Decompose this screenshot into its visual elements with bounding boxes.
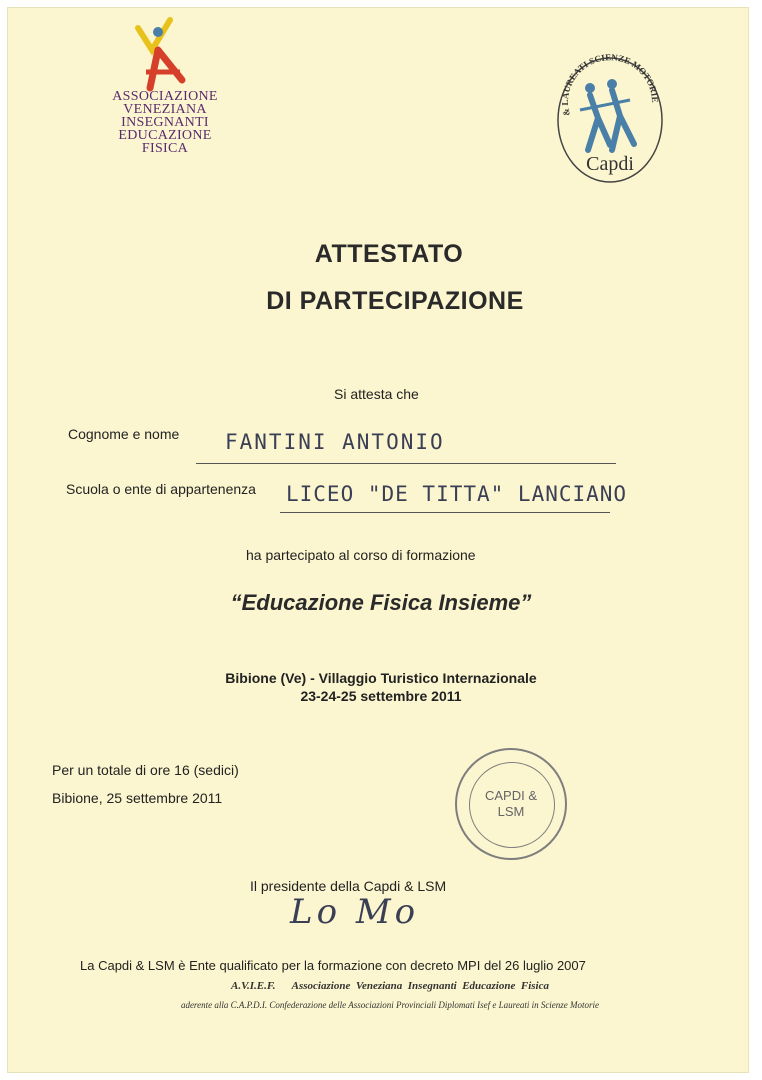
hours-text: Per un totale di ore 16 (sedici): [52, 762, 239, 778]
capdi-emblem-icon: [550, 40, 670, 190]
intro-text: Si attesta che: [334, 386, 419, 402]
aviaef-logo-text: [90, 90, 240, 155]
logo-line: EDUCAZIONE: [118, 128, 212, 143]
stamp-line-1: CAPDI &: [484, 788, 537, 803]
capdi-name: Capdi: [586, 153, 634, 175]
stamp-center-text: [457, 788, 565, 820]
aviaef-logo: [90, 10, 240, 170]
location-line-2: 23-24-25 settembre 2011: [300, 688, 462, 704]
qualification-text: La Capdi & LSM è Ente qualificato per la formazione con decreto MPI del 26 luglio 2007: [80, 958, 586, 973]
title-line-1: ATTESTATO: [314, 240, 464, 268]
capdi-logo: [550, 40, 670, 190]
president-signature: Lo Mo: [290, 892, 420, 932]
logo-line: INSEGNANTI: [121, 115, 209, 130]
participation-text: ha partecipato al corso di formazione: [246, 547, 476, 563]
logo-line: ASSOCIAZIONE: [112, 89, 218, 104]
name-field-underline: [196, 463, 616, 464]
footer-association: A.V.I.E.F. Associazione Veneziana Insegnanti Educazione Fisica: [231, 980, 549, 992]
official-stamp: [455, 748, 567, 860]
title-line-2: DI PARTECIPAZIONE: [266, 287, 524, 315]
school-field-underline: [280, 512, 610, 513]
athlete-figure-icon: [110, 10, 200, 95]
date-text: Bibione, 25 settembre 2011: [52, 790, 223, 806]
name-field-value: FANTINI ANTONIO: [225, 430, 445, 454]
logo-line: FISICA: [141, 141, 189, 156]
stamp-line-2: LSM: [497, 804, 525, 819]
school-field-label: Scuola o ente di appartenenza: [66, 481, 256, 497]
logo-line: VENEZIANA: [123, 102, 207, 117]
location-line-1: Bibione (Ve) - Villaggio Turistico Internazionale: [225, 670, 537, 686]
president-text: Il presidente della Capdi & LSM: [250, 878, 447, 894]
capdi-ring-text: & LAUREATI SCIENZE MOTORIE: [559, 52, 661, 117]
name-field-label: Cognome e nome: [68, 426, 180, 442]
school-field-value: LICEO "DE TITTA" LANCIANO: [286, 482, 628, 506]
course-title: “Educazione Fisica Insieme”: [230, 590, 532, 615]
footer-confederation: aderente alla C.A.P.D.I. Confederazione delle Associazioni Provinciali Diplomati Isef e Laureati in Scienze Motorie: [180, 1000, 600, 1010]
